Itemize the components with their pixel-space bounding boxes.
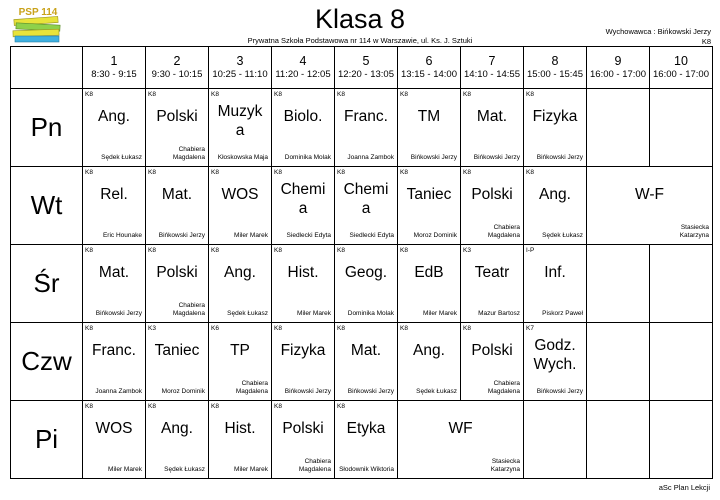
- lesson-subject: Biolo.: [283, 108, 323, 125]
- lesson-subject: Franc.: [92, 342, 136, 359]
- lesson-class-code: K8: [526, 91, 534, 98]
- lesson-teacher: Stasiecka Katarzyna: [490, 458, 520, 473]
- lesson-teacher: Stasiecka Katarzyna: [679, 224, 709, 239]
- day-row: [11, 245, 713, 323]
- day-row: [11, 401, 713, 479]
- lesson-subject: Mat.: [98, 264, 130, 281]
- lesson-subject: Ang.: [413, 342, 445, 359]
- lesson-cell: [272, 167, 335, 245]
- lesson-subject: Polski: [471, 342, 513, 359]
- day-label-text: Pn: [30, 112, 63, 142]
- class-teacher-name: Wychowawca : Bińkowski Jerzy: [605, 27, 711, 36]
- empty-cell: [587, 89, 650, 167]
- lesson-teacher: Chabiera Magdalena: [298, 458, 331, 473]
- lesson-subject: Ang.: [161, 420, 193, 437]
- lesson-class-code: K8: [148, 403, 156, 410]
- page-title: Klasa 8: [314, 4, 406, 34]
- period-number: 6: [425, 54, 433, 68]
- lesson-cell: [335, 323, 398, 401]
- day-label: [11, 245, 83, 323]
- lesson-subject: WOS: [95, 420, 133, 437]
- lesson-subject: Ang.: [98, 108, 130, 125]
- lesson-class-code: K6: [211, 325, 219, 332]
- lesson-cell: [335, 245, 398, 323]
- lesson-subject-line: Godz.: [534, 337, 576, 354]
- period-number: 8: [551, 54, 559, 68]
- lesson-subject-line: a: [361, 200, 371, 217]
- lesson-class-code: K8: [85, 403, 93, 410]
- lesson-cell: [524, 245, 587, 323]
- lesson-subject: Inf.: [544, 264, 566, 281]
- period-header: [398, 47, 461, 89]
- lesson-class-code: K8: [274, 325, 282, 332]
- day-label-text: Czw: [21, 346, 72, 376]
- lesson-teacher: Moroz Dominik: [413, 232, 457, 239]
- lesson-teacher: Chabiera Magdalena: [172, 146, 205, 161]
- lesson-teacher: Sędek Łukasz: [542, 232, 583, 239]
- lesson-cell: [272, 401, 335, 479]
- lesson-subject-line: a: [298, 200, 308, 217]
- lesson-class-code: K8: [211, 91, 219, 98]
- lesson-teacher: Bińkowski Jerzy: [473, 154, 520, 161]
- empty-cell: [587, 245, 650, 323]
- lesson-class-code: K3: [463, 247, 471, 254]
- lesson-cell: [209, 89, 272, 167]
- period-number: 2: [173, 54, 181, 68]
- period-time: 12:20 - 13:05: [338, 69, 394, 80]
- lesson-cell: [146, 323, 209, 401]
- lesson-class-code: K8: [400, 325, 408, 332]
- lesson-cell: [83, 89, 146, 167]
- empty-cell: [650, 401, 713, 479]
- lesson-cell: [524, 167, 587, 245]
- lesson-cell: [83, 167, 146, 245]
- lesson-teacher: Bińkowski Jerzy: [536, 154, 583, 161]
- period-time: 14:10 - 14:55: [464, 69, 520, 80]
- lesson-cell: [398, 167, 461, 245]
- lesson-subject-line: a: [235, 122, 245, 139]
- lesson-teacher: Miler Marek: [423, 310, 457, 317]
- period-number: 10: [674, 54, 688, 68]
- lesson-cell: [209, 245, 272, 323]
- lesson-subject: Polski: [471, 186, 513, 203]
- lesson-cell: [272, 323, 335, 401]
- footer-credit: aSc Plan Lekcji: [658, 483, 710, 492]
- lesson-teacher: Bińkowski Jerzy: [347, 388, 394, 395]
- lesson-subject: [335, 180, 397, 218]
- lesson-teacher: Słodownik Wiktoria: [339, 466, 394, 473]
- period-time: 10:25 - 11:10: [212, 69, 268, 80]
- lesson-teacher: Chabiera Magdalena: [487, 380, 520, 395]
- class-teacher-code: K8: [701, 37, 711, 46]
- period-header: [587, 47, 650, 89]
- lesson-subject: Taniec: [154, 342, 200, 359]
- period-time: 9:30 - 10:15: [151, 69, 203, 80]
- lesson-subject: Polski: [156, 108, 198, 125]
- lesson-teacher: Sędek Łukasz: [164, 466, 205, 473]
- lesson-subject: Hist.: [224, 420, 256, 437]
- period-time: 15:00 - 15:45: [527, 69, 583, 80]
- lesson-class-code: K8: [211, 403, 219, 410]
- lesson-subject: Mat.: [476, 108, 508, 125]
- day-label-text: Śr: [33, 268, 60, 298]
- lesson-teacher: Mazur Bartosz: [478, 310, 520, 317]
- day-row: [11, 167, 713, 245]
- lesson-cell: [335, 89, 398, 167]
- day-label: [11, 89, 83, 167]
- lesson-cell: [335, 401, 398, 479]
- lesson-class-code: K8: [463, 169, 471, 176]
- lesson-class-code: K8: [274, 247, 282, 254]
- lesson-cell: [461, 323, 524, 401]
- lesson-cell: [461, 167, 524, 245]
- period-number: 5: [362, 54, 370, 68]
- lesson-class-code: K8: [274, 91, 282, 98]
- day-label-text: Pi: [34, 424, 59, 454]
- lesson-class-code: K7: [526, 325, 534, 332]
- empty-cell: [650, 323, 713, 401]
- period-number: 7: [488, 54, 496, 68]
- lesson-subject: W-F: [635, 186, 664, 203]
- lesson-teacher: Miler Marek: [234, 232, 268, 239]
- lesson-cell: [209, 401, 272, 479]
- lesson-cell: [83, 401, 146, 479]
- lesson-cell: [398, 245, 461, 323]
- lesson-class-code: K8: [211, 247, 219, 254]
- period-number: 1: [110, 54, 118, 68]
- period-header: [650, 47, 713, 89]
- lesson-cell: [146, 89, 209, 167]
- lesson-cell: [272, 89, 335, 167]
- empty-cell: [524, 401, 587, 479]
- lesson-teacher: Chabiera Magdalena: [487, 224, 520, 239]
- lesson-subject: Polski: [156, 264, 198, 281]
- lesson-class-code: K8: [526, 169, 534, 176]
- period-header-row: [11, 47, 713, 89]
- lesson-subject: Rel.: [100, 186, 128, 203]
- period-time: 16:00 - 17:00: [653, 69, 709, 80]
- lesson-class-code: I-P: [526, 247, 535, 254]
- logo-text: PSP 114: [18, 7, 58, 18]
- lesson-subject: [524, 336, 586, 374]
- lesson-teacher: Sędek Łukasz: [101, 154, 142, 161]
- lesson-class-code: K3: [148, 325, 156, 332]
- period-header: [146, 47, 209, 89]
- lesson-teacher: Chabiera Magdalena: [172, 302, 205, 317]
- lesson-class-code: K8: [463, 91, 471, 98]
- lesson-cell: [83, 323, 146, 401]
- lesson-teacher: Chabiera Magdalena: [235, 380, 268, 395]
- lesson-teacher: Piskorz Paweł: [542, 310, 583, 317]
- lesson-subject: Mat.: [350, 342, 382, 359]
- lesson-teacher: Miler Marek: [108, 466, 142, 473]
- lesson-teacher: Eric Hounake: [102, 232, 142, 239]
- lesson-subject: Ang.: [539, 186, 571, 203]
- lesson-subject: Mat.: [161, 186, 193, 203]
- class-teacher: [606, 27, 711, 47]
- lesson-cell: [398, 89, 461, 167]
- lesson-class-code: K8: [85, 325, 93, 332]
- lesson-class-code: K8: [148, 169, 156, 176]
- lesson-subject-line: Chemi: [280, 181, 326, 198]
- lesson-subject: Taniec: [406, 186, 452, 203]
- lesson-subject-line: Muzyk: [217, 103, 263, 120]
- period-header: [83, 47, 146, 89]
- lesson-teacher: Siedlecki Edyta: [349, 232, 394, 239]
- lesson-teacher: Sędek Łukasz: [227, 310, 268, 317]
- lesson-subject: Ang.: [224, 264, 256, 281]
- lesson-cell: [398, 401, 524, 479]
- lesson-cell: [146, 401, 209, 479]
- lesson-class-code: K8: [463, 325, 471, 332]
- period-header: [461, 47, 524, 89]
- lesson-cell: [587, 167, 713, 245]
- lesson-teacher: Kłoskowska Maja: [217, 154, 268, 161]
- lesson-teacher: Joanna Zambok: [95, 388, 142, 395]
- lesson-class-code: K8: [148, 91, 156, 98]
- lesson-class-code: K8: [274, 403, 282, 410]
- lesson-class-code: K8: [148, 247, 156, 254]
- day-label-text: Wt: [30, 190, 63, 220]
- lesson-subject: [272, 180, 334, 218]
- period-number: 9: [614, 54, 622, 68]
- period-header: [272, 47, 335, 89]
- lesson-subject: Teatr: [474, 264, 510, 281]
- lesson-cell: [83, 245, 146, 323]
- lesson-class-code: K8: [211, 169, 219, 176]
- lesson-teacher: Miler Marek: [234, 466, 268, 473]
- lesson-cell: [272, 245, 335, 323]
- day-row: [11, 323, 713, 401]
- lesson-cell: [461, 245, 524, 323]
- period-header: [209, 47, 272, 89]
- period-header: [335, 47, 398, 89]
- lesson-class-code: K8: [274, 169, 282, 176]
- school-address: Prywatna Szkoła Podstawowa nr 114 w Warszawie, ul. Ks. J. Sztuki: [247, 36, 473, 45]
- lesson-subject-line: Chemi: [343, 181, 389, 198]
- lesson-cell: [209, 167, 272, 245]
- lesson-subject: [209, 102, 271, 140]
- lesson-subject: EdB: [414, 264, 444, 281]
- lesson-teacher: Sędek Łukasz: [416, 388, 457, 395]
- lesson-subject: Franc.: [344, 108, 388, 125]
- lesson-subject: Geog.: [344, 264, 388, 281]
- lesson-class-code: K8: [85, 169, 93, 176]
- period-time: 13:15 - 14:00: [401, 69, 457, 80]
- lesson-subject: WOS: [221, 186, 259, 203]
- period-number: 4: [299, 54, 307, 68]
- lesson-class-code: K8: [85, 247, 93, 254]
- empty-cell: [587, 401, 650, 479]
- period-time: 11:20 - 12:05: [275, 69, 331, 80]
- lesson-teacher: Dominika Molak: [347, 310, 394, 317]
- lesson-cell: [524, 89, 587, 167]
- lesson-cell: [398, 323, 461, 401]
- lesson-subject: Fizyka: [280, 342, 326, 359]
- lesson-cell: [146, 245, 209, 323]
- lesson-class-code: K8: [337, 91, 345, 98]
- lesson-subject: TM: [417, 108, 441, 125]
- lesson-cell: [335, 167, 398, 245]
- period-number: 3: [236, 54, 244, 68]
- lesson-teacher: Bińkowski Jerzy: [158, 232, 205, 239]
- lesson-teacher: Moroz Dominik: [161, 388, 205, 395]
- empty-cell: [650, 245, 713, 323]
- period-header: [524, 47, 587, 89]
- lesson-subject: TP: [230, 342, 250, 359]
- lesson-class-code: K8: [85, 91, 93, 98]
- lesson-teacher: Joanna Zambok: [347, 154, 394, 161]
- lesson-subject-line: Wych.: [533, 356, 577, 373]
- lesson-class-code: K8: [400, 91, 408, 98]
- lesson-subject: WF: [448, 420, 473, 437]
- lesson-teacher: Bińkowski Jerzy: [410, 154, 457, 161]
- lesson-teacher: Bińkowski Jerzy: [95, 310, 142, 317]
- lesson-teacher: Miler Marek: [297, 310, 331, 317]
- lesson-teacher: Siedlecki Edyta: [286, 232, 331, 239]
- timetable-grid: [10, 46, 713, 479]
- lesson-teacher: Dominika Molak: [284, 154, 331, 161]
- lesson-subject: Polski: [282, 420, 324, 437]
- corner-cell: [11, 47, 83, 89]
- day-label: [11, 167, 83, 245]
- lesson-teacher: Bińkowski Jerzy: [536, 388, 583, 395]
- day-row: [11, 89, 713, 167]
- lesson-subject: Hist.: [287, 264, 319, 281]
- empty-cell: [650, 89, 713, 167]
- lesson-subject: Fizyka: [532, 108, 578, 125]
- lesson-class-code: K8: [337, 169, 345, 176]
- period-time: 16:00 - 17:00: [590, 69, 646, 80]
- lesson-subject: Etyka: [346, 420, 386, 437]
- lesson-cell: [524, 323, 587, 401]
- lesson-class-code: K8: [337, 403, 345, 410]
- empty-cell: [587, 323, 650, 401]
- day-label: [11, 323, 83, 401]
- lesson-cell: [461, 89, 524, 167]
- lesson-teacher: Bińkowski Jerzy: [284, 388, 331, 395]
- period-time: 8:30 - 9:15: [91, 69, 137, 80]
- day-label: [11, 401, 83, 479]
- lesson-class-code: K8: [400, 247, 408, 254]
- lesson-class-code: K8: [337, 325, 345, 332]
- lesson-cell: [209, 323, 272, 401]
- lesson-class-code: K8: [400, 169, 408, 176]
- lesson-cell: [146, 167, 209, 245]
- lesson-class-code: K8: [337, 247, 345, 254]
